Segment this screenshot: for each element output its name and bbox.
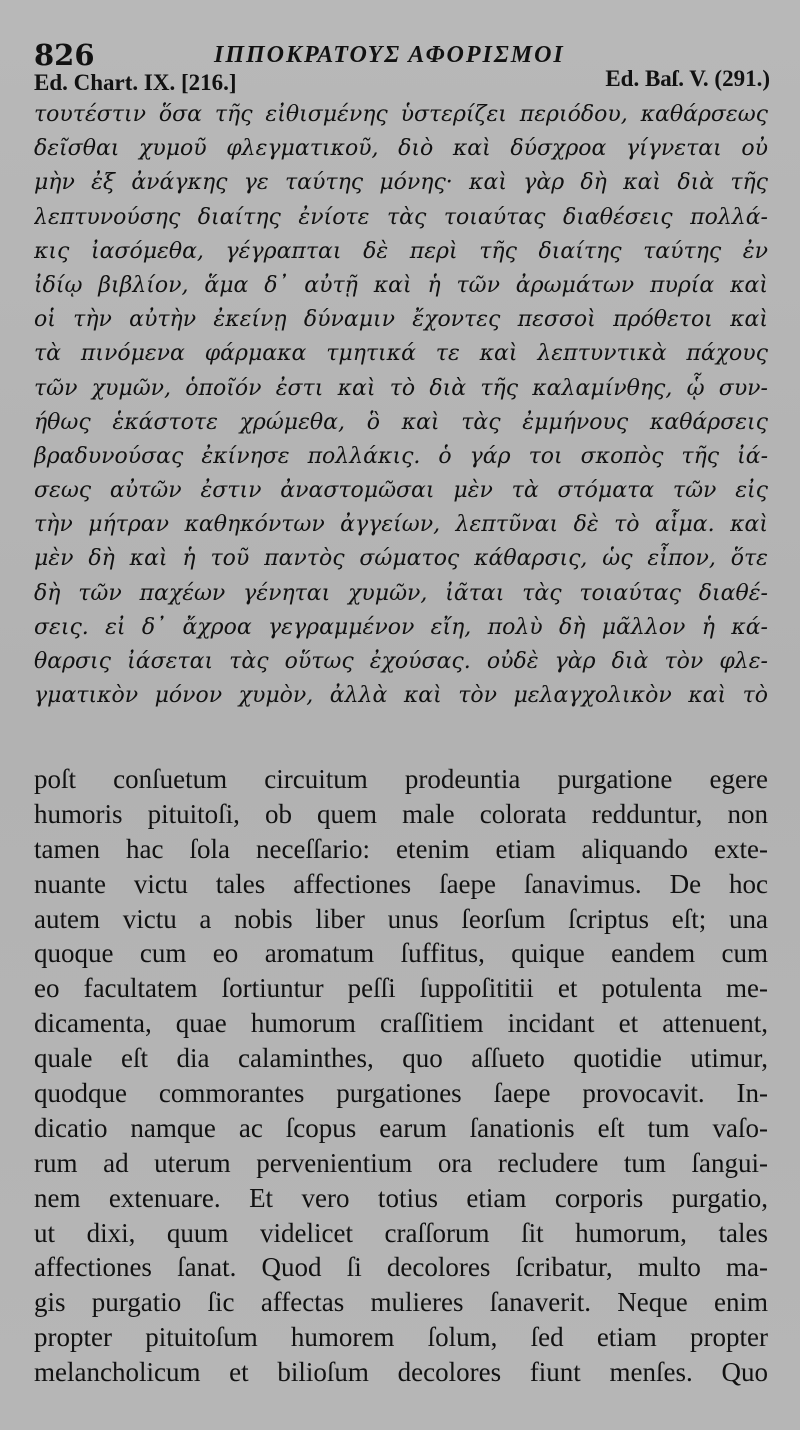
edition-reference-chartier: Ed. Chart. IX. [216.] — [34, 70, 237, 95]
latin-text-line: quoque cum eo aromatum ſuffitus, quique eandem cum — [34, 938, 768, 969]
greek-text-line: δὴ τῶν παχέων γένηται χυμῶν, ἰᾶται τὰς τοιαύτας διαθέ- — [34, 580, 768, 606]
greek-text-line: βραδυνούσας ἐκίνησε πολλάκις. ὁ γάρ τοι σκοπὸς τῆς ἰά- — [34, 443, 768, 469]
page-header — [34, 30, 766, 70]
latin-text-line: quale eſt dia calaminthes, quo aſſueto quotidie utimur, — [34, 1043, 768, 1074]
latin-text-line: dicatio namque ac ſcopus earum ſanationis eſt tum vaſo- — [34, 1112, 768, 1143]
latin-text-line: poſt conſuetum circuitum prodeuntia purgatione egere — [34, 764, 768, 794]
greek-text-line: τὴν μήτραν καθηκόντων ἀγγείων, λεπτῦναι δὲ τὸ αἷμα. καὶ — [34, 512, 768, 538]
edition-reference-basel: Ed. Baſ. V. (291.) — [605, 66, 770, 91]
greek-text-line: μὲν δὴ καὶ ἡ τοῦ παντὸς σώματος κάθαρσις, ὡς εἶπον, ὅτε — [34, 546, 768, 572]
edition-reference-line — [34, 66, 770, 98]
latin-text-line: tamen hac ſola neceſſario: etenim etiam aliquando exte- — [34, 833, 768, 864]
latin-text-block — [34, 762, 768, 1390]
latin-text-line: propter pituitoſum humorem ſolum, ſed etiam propter — [34, 1322, 768, 1353]
latin-text-line: melancholicum et bilioſum decolores fiunt menſes. Quo — [34, 1357, 768, 1388]
latin-text-line: humoris pituitoſi, ob quem male colorata redduntur, non — [34, 798, 768, 829]
greek-text-line: θαρσις ἰάσεται τὰς οὕτως ἐχούσας. οὐδὲ γὰρ διὰ τὸν φλε- — [34, 649, 768, 674]
greek-text-line: ἰδίῳ βιβλίον, ἅμα δ᾽ αὐτῇ καὶ ἡ τῶν ἀρωμάτων πυρία καὶ — [34, 272, 768, 298]
latin-text-line: nuante victu tales affectiones ſaepe ſanavimus. De hoc — [34, 868, 768, 899]
latin-text-line: affectiones ſanat. Quod ſi decolores ſcribatur, multo ma- — [34, 1252, 768, 1283]
greek-text-line: κις ἰασόμεθα, γέγραπται δὲ περὶ τῆς διαίτης ταύτης ἐν — [34, 238, 768, 264]
greek-text-line: μὴν ἐξ ἀνάγκης γε ταύτης μόνης· καὶ γὰρ δὴ καὶ διὰ τῆς — [34, 170, 768, 196]
latin-text-line: autem victu a nobis liber unus ſeorſum ſcriptus eſt; una — [34, 903, 768, 934]
greek-text-line: ήθως ἑκάστοτε χρώμεθα, ὃ καὶ τὰς ἐμμήνους καθάρσεις — [34, 409, 768, 435]
latin-text-line: quodque commorantes purgationes ſaepe provocavit. In- — [34, 1078, 768, 1109]
greek-text-line: δεῖσθαι χυμοῦ φλεγματικοῦ, διὸ καὶ δύσχροα γίγνεται οὐ — [34, 136, 768, 162]
latin-text-line: eo facultatem ſortiuntur peſſi ſuppoſititii et potulenta me- — [34, 973, 768, 1004]
page-number: 826 — [34, 38, 95, 72]
latin-text-line: rum ad uterum pervenientium ora recludere tum ſangui- — [34, 1147, 768, 1178]
greek-text-line: γματικὸν μόνον χυμὸν, ἀλλὰ καὶ τὸν μελαγχολικὸν καὶ τὸ — [34, 683, 768, 709]
greek-text-line: τουτέστιν ὅσα τῆς εἰθισμένης ὑστερίζει περιόδου, καθάρσεως — [34, 102, 768, 127]
greek-text-line: σεις. εἰ δ᾽ ἄχροα γεγραμμένον εἴη, πολὺ δὴ μᾶλλον ἡ κά- — [34, 614, 768, 640]
latin-text-line: gis purgatio ſic affectas mulieres ſanaverit. Neque enim — [34, 1287, 768, 1318]
latin-text-line: dicamenta, quae humorum craſſitiem incidant et attenuent, — [34, 1008, 768, 1039]
greek-text-line: σεως αὐτῶν ἐστιν ἀναστομῶσαι μὲν τὰ στόματα τῶν εἰς — [34, 478, 768, 504]
greek-text-line: λεπτυνούσης διαίτης ἐνίοτε τὰς τοιαύτας διαθέσεις πολλά- — [34, 204, 768, 230]
greek-text-line: τὰ πινόμενα φάρμακα τμητικά τε καὶ λεπτυντικὰ πάχους — [34, 341, 768, 367]
running-title: ΙΠΠΟΚΡΑΤΟΥΣ ΑΦΟΡΙΣΜΟΙ — [214, 42, 565, 68]
latin-text-line: ut dixi, quum videlicet craſſorum ſit humorum, tales — [34, 1217, 768, 1248]
latin-text-line: nem extenuare. Et vero totius etiam corporis purgatio, — [34, 1182, 768, 1213]
greek-text-block — [34, 98, 768, 713]
greek-text-line: τῶν χυμῶν, ὁποῖόν ἐστι καὶ τὸ διὰ τῆς καλαμίνθης, ᾧ συν- — [34, 375, 768, 401]
greek-text-line: οἱ τὴν αὐτὴν ἐκείνῃ δύναμιν ἔχοντες πεσσοὶ πρόθετοι καὶ — [34, 307, 768, 333]
